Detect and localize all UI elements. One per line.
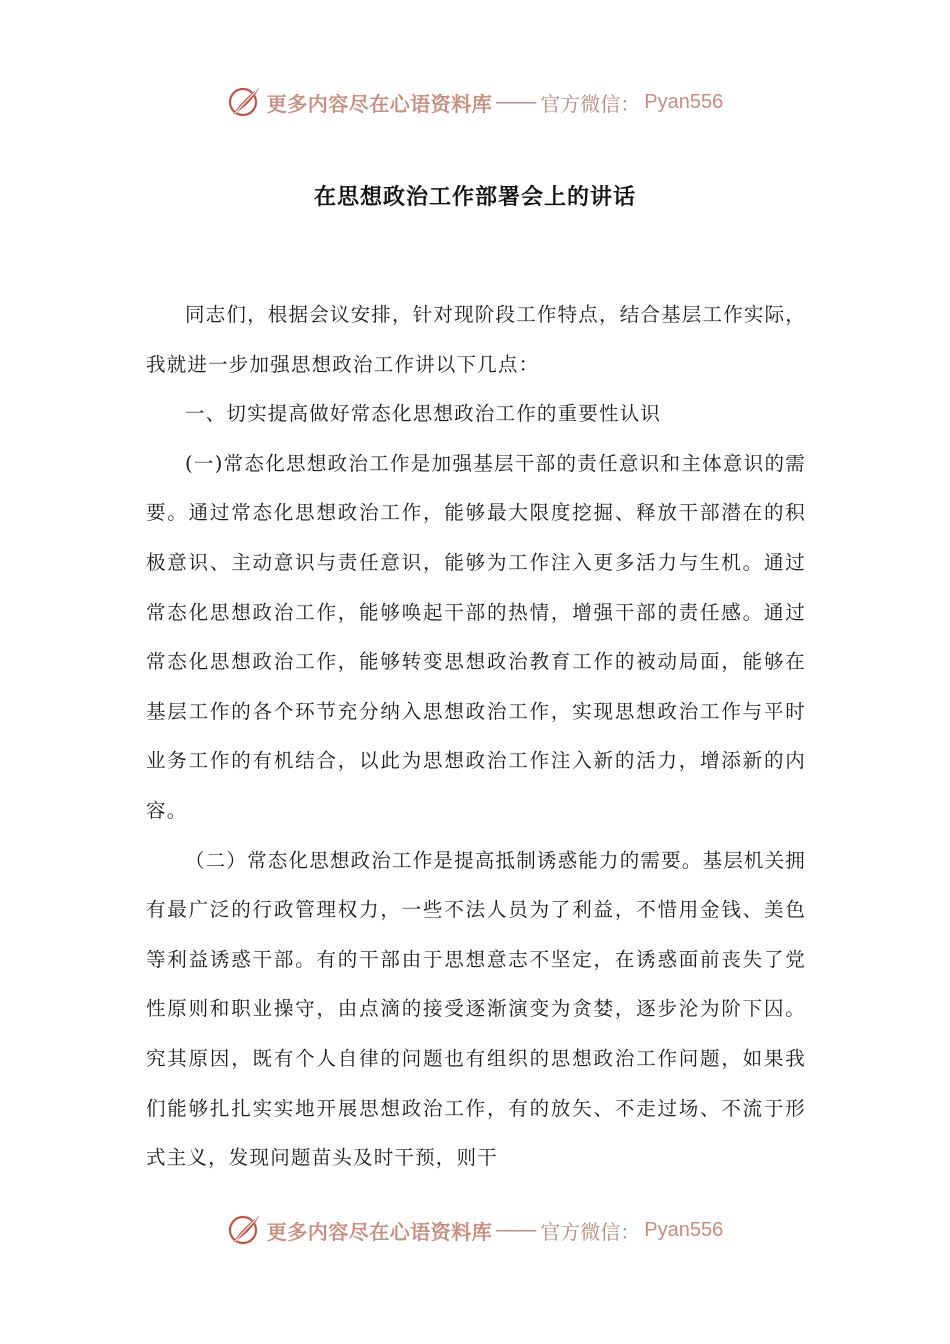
paragraph-point-one: (一)常态化思想政治工作是加强基层干部的责任意识和主体意识的需要。通过常态化思想政治工作，能够最大限度挖掘、释放干部潜在的积极意识、主动意识与责任意识，能够为工作注入更多活力与生机。通过常态化思想政治工作，能够唤起干部的热情，增强干部的责任感。通过常态化思想政治工作，能够转变思想政治教育工作的被动局面，能够在基层工作的各个环节充分纳入思想政治工作，实现思想政治工作与平时业务工作的有机结合，以此为思想政治工作注入新的活力，增添新的内容。 — [146, 451, 806, 822]
watermark-dash: —— — [496, 90, 537, 113]
watermark-contact-id: Pyan556 — [644, 1218, 724, 1241]
watermark-contact-id: Pyan556 — [644, 90, 724, 113]
paragraph-intro: 同志们，根据会议安排，针对现阶段工作特点，结合基层工作实际，我就进一步加强思想政治工作讲以下几点： — [146, 303, 807, 376]
watermark-contact-label: 官方微信： — [540, 1219, 641, 1244]
quill-logo-icon — [227, 84, 263, 120]
paragraph-point-two: （二）常态化思想政治工作是提高抵制诱惑能力的需要。基层机关拥有最广泛的行政管理权力，一些不法人员为了利益，不惜用金钱、美色等利益诱惑干部。有的干部由于思想意志不坚定，在诱惑面前丧失了党性原则和职业操守，由点滴的接受逐渐演变为贪婪，逐步沦为阶下囚。究其原因，既有个人自律的问题也有组织的思想政治工作问题，如果我们能够扎扎实实地开展思想政治工作，有的放矢、不走过场、不流于形式主义，发现问题苗头及时干预，则干 — [146, 848, 807, 1170]
watermark-banner-bottom — [0, 1210, 950, 1250]
watermark-banner-top — [0, 82, 950, 122]
section-heading: 一、切实提高做好常态化思想政治工作的重要性认识 — [185, 402, 662, 426]
document-title: 在思想政治工作部署会上的讲话 — [313, 185, 636, 210]
watermark-text: 更多内容尽在心语资料库 — [266, 1219, 493, 1244]
watermark-contact-label: 官方微信： — [540, 91, 641, 116]
document-body — [146, 290, 806, 1183]
quill-logo-icon — [227, 1212, 263, 1248]
watermark-dash: —— — [496, 1218, 537, 1241]
watermark-text: 更多内容尽在心语资料库 — [266, 91, 493, 116]
